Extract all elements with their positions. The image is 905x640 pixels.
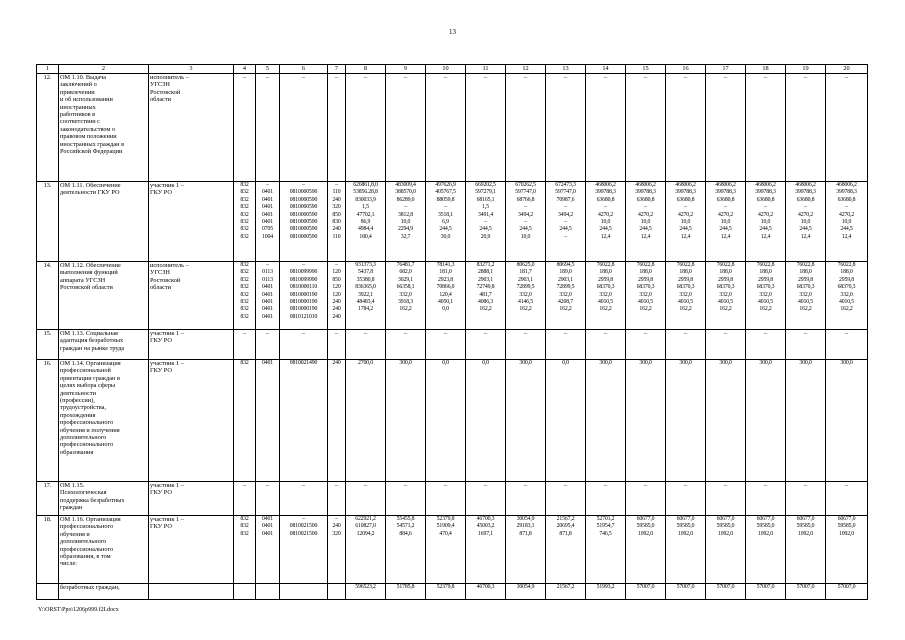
value-cell: 468006,2 399788,3 63680,8 – 4270,2 10,0 244,5 12,4 xyxy=(586,182,626,262)
value-cell: 300,0 xyxy=(586,360,626,482)
value-cell: – xyxy=(786,74,826,182)
value-cell: 0,0 xyxy=(466,360,506,482)
value-cell: – xyxy=(328,74,346,182)
header-cell: 18 xyxy=(746,65,786,74)
value-cell: – xyxy=(666,330,706,360)
header-cell: 7 xyxy=(328,65,346,74)
value-cell: 0401 0401 0401 xyxy=(256,516,280,584)
value-cell: – 0810000590 0810000590 0810000590 0810000590 0810000590 0810000590 0810000590 xyxy=(280,182,328,262)
value-cell: 240 xyxy=(328,360,346,482)
value-cell: – xyxy=(386,74,426,182)
value-cell: – xyxy=(626,330,666,360)
row-number-cell: 14. xyxy=(37,262,59,330)
header-row xyxy=(37,65,868,74)
value-cell: – xyxy=(466,330,506,360)
value-cell: – xyxy=(706,74,746,182)
row-number-cell: 18. xyxy=(37,516,59,584)
value-cell: 300,0 xyxy=(666,360,706,482)
value-cell: – xyxy=(746,74,786,182)
value-cell: – xyxy=(346,74,386,182)
value-cell: – xyxy=(586,330,626,360)
value-cell: – xyxy=(626,74,666,182)
value-cell: 60677,0 59585,0 1092,0 xyxy=(626,516,666,584)
value-cell: – xyxy=(826,330,868,360)
value-cell: – xyxy=(280,74,328,182)
value-cell: 76022,8 188,0 2959,8 68370,3 332,0 4010,5 162,2 xyxy=(706,262,746,330)
value-cell: – xyxy=(786,482,826,516)
value-cell: – 240 320 xyxy=(328,516,346,584)
value-cell: 30054,9 29183,1 871,8 xyxy=(506,516,546,584)
value-cell: – xyxy=(234,330,256,360)
header-cell: 20 xyxy=(826,65,868,74)
value-cell: – xyxy=(506,74,546,182)
value-cell: 0,0 xyxy=(546,360,586,482)
value-cell: 57007,0 xyxy=(626,584,666,600)
value-cell: 55455,8 54571,2 884,6 xyxy=(386,516,426,584)
executor-cell: участник 1 – ГКУ РО xyxy=(149,360,234,482)
value-cell: – 110 240 320 850 830 240 110 xyxy=(328,182,346,262)
row-number-cell xyxy=(37,584,59,600)
value-cell: 30054,9 xyxy=(506,584,546,600)
value-cell: – xyxy=(786,330,826,360)
value-cell: 51993,2 xyxy=(586,584,626,600)
value-cell: 300,0 xyxy=(706,360,746,482)
value-cell: 76481,7 682,0 3029,1 66358,1 332,0 3918,3 162,2 xyxy=(386,262,426,330)
value-cell: – xyxy=(256,330,280,360)
value-cell: 46700,3 45003,2 1697,1 xyxy=(466,516,506,584)
measure-name-cell: ОМ 1.11. Обеспечение деятельности ГКУ РО xyxy=(59,182,149,262)
header-cell: 13 xyxy=(546,65,586,74)
measure-name-cell: ОМ 1.13. Социальная адаптация безработных граждан на рынке труда xyxy=(59,330,149,360)
value-cell: – xyxy=(346,482,386,516)
value-cell: – xyxy=(506,482,546,516)
value-cell: 670262,5 597747,0 68766,8 – 3494,2 – 244,5 10,0 xyxy=(506,182,546,262)
value-cell: – 0810099990 0810099990 0810000110 0810000190 0810000190 0810000190 0810121010 xyxy=(280,262,328,330)
value-cell: – xyxy=(426,482,466,516)
value-cell xyxy=(280,584,328,600)
table-row xyxy=(37,262,868,330)
executor-cell: исполнитель – УГСЗН Ростовской области xyxy=(149,262,234,330)
value-cell: 57007,0 xyxy=(666,584,706,600)
header-cell: 19 xyxy=(786,65,826,74)
executor-cell: участник 1 – ГКУ РО xyxy=(149,516,234,584)
value-cell: 0401 xyxy=(256,360,280,482)
value-cell: 468006,2 399788,3 63680,8 – 4270,2 10,0 244,5 12,4 xyxy=(666,182,706,262)
header-cell: 8 xyxy=(346,65,386,74)
value-cell: 596523,2 xyxy=(346,584,386,600)
value-cell: – 0113 0113 0401 0401 0401 0401 0401 xyxy=(256,262,280,330)
value-cell: 21567,2 20695,4 871,8 xyxy=(546,516,586,584)
value-cell: 300,0 xyxy=(786,360,826,482)
header-cell: 3 xyxy=(149,65,234,74)
value-cell: 21567,2 xyxy=(546,584,586,600)
value-cell: 483009,4 388570,0 86289,0 – 3812,8 10,0 2294,9 32,7 xyxy=(386,182,426,262)
value-cell: 300,0 xyxy=(746,360,786,482)
value-cell: 622921,2 610827,0 12094,2 xyxy=(346,516,386,584)
value-cell: – xyxy=(234,74,256,182)
header-cell: 15 xyxy=(626,65,666,74)
value-cell: – xyxy=(280,330,328,360)
value-cell: 832 xyxy=(234,360,256,482)
value-cell: – 0810021500 0810021500 xyxy=(280,516,328,584)
table-row xyxy=(37,584,868,600)
value-cell: 468006,2 399788,3 63680,8 – 4270,2 10,0 244,5 12,4 xyxy=(746,182,786,262)
value-cell: – xyxy=(466,482,506,516)
value-cell: 60677,0 59585,0 1092,0 xyxy=(786,516,826,584)
value-cell xyxy=(234,584,256,600)
value-cell: – xyxy=(546,74,586,182)
value-cell: 468006,2 399788,3 63680,8 – 4270,2 10,0 244,5 12,4 xyxy=(826,182,868,262)
executor-cell: участник 1 – ГКУ РО xyxy=(149,482,234,516)
measure-name-cell: ОМ 1.10. Выдача заключений о привлечении и об использовании иностранных работников в соответствии с законодательством о правовом положении иностранных граждан в Российской Федерации xyxy=(59,74,149,182)
value-cell: – xyxy=(746,330,786,360)
value-cell: – xyxy=(426,330,466,360)
value-cell: – xyxy=(666,74,706,182)
value-cell: – xyxy=(586,482,626,516)
row-number-cell: 15. xyxy=(37,330,59,360)
value-cell: 60677,0 59585,0 1092,0 xyxy=(746,516,786,584)
value-cell: – xyxy=(346,330,386,360)
value-cell: 2700,0 xyxy=(346,360,386,482)
value-cell: 300,0 xyxy=(506,360,546,482)
executor-cell: участник 1 – ГКУ РО xyxy=(149,182,234,262)
measure-name-cell: ОМ 1.15. Психологическая поддержка безработных граждан xyxy=(59,482,149,516)
value-cell: – xyxy=(386,330,426,360)
header-cell: 11 xyxy=(466,65,506,74)
header-cell: 16 xyxy=(666,65,706,74)
value-cell: – xyxy=(466,74,506,182)
value-cell: 672473,3 597747,0 70987,6 – 3494,2 – 244,5 – xyxy=(546,182,586,262)
header-cell: 4 xyxy=(234,65,256,74)
value-cell: 468006,2 399788,3 63680,8 – 4270,2 10,0 244,5 12,4 xyxy=(786,182,826,262)
value-cell: – xyxy=(328,330,346,360)
value-cell: 83271,2 2888,1 2903,1 72749,8 481,7 4086,3 162,2 xyxy=(466,262,506,330)
value-cell: 57007,0 xyxy=(746,584,786,600)
value-cell: – xyxy=(626,482,666,516)
header-cell: 2 xyxy=(59,65,149,74)
value-cell: 468006,2 399788,3 63680,8 – 4270,2 10,0 244,5 12,4 xyxy=(626,182,666,262)
value-cell xyxy=(328,584,346,600)
value-cell: 832 832 832 832 832 832 832 832 xyxy=(234,182,256,262)
value-cell: 669202,5 597279,1 68165,1 1,5 3491,4 – 244,5 20,9 xyxy=(466,182,506,262)
value-cell: 832 832 832 xyxy=(234,516,256,584)
value-cell: 76022,8 188,0 2959,8 68370,3 332,0 4010,5 162,2 xyxy=(746,262,786,330)
value-cell: 300,0 xyxy=(626,360,666,482)
row-number-cell: 17. xyxy=(37,482,59,516)
value-cell: 60677,0 59585,0 1092,0 xyxy=(666,516,706,584)
value-cell: 51785,8 xyxy=(386,584,426,600)
measure-name-cell: безработных граждан, xyxy=(59,584,149,600)
file-path-footer: Y:\ORST\Ppo\1206p999.f2I.docx xyxy=(38,607,119,613)
value-cell: 46700,3 xyxy=(466,584,506,600)
value-cell: 80694,5 189,0 2903,1 72899,5 332,0 4208,7 162,2 xyxy=(546,262,586,330)
header-cell: 1 xyxy=(37,65,59,74)
value-cell: – xyxy=(256,482,280,516)
value-cell: – xyxy=(280,482,328,516)
row-number-cell: 16. xyxy=(37,360,59,482)
measure-name-cell: ОМ 1.12. Обеспечение выполнения функций аппарата УГСЗН Ростовской области xyxy=(59,262,149,330)
value-cell: 468006,2 399788,3 63680,8 – 4270,2 10,0 244,5 12,4 xyxy=(706,182,746,262)
value-cell: 76022,8 188,0 2959,8 68370,3 332,0 4010,5 162,2 xyxy=(826,262,868,330)
value-cell: – xyxy=(328,482,346,516)
measure-name-cell: ОМ 1.16. Организация профессионального обучения и дополнительного профессионального образования, в том числе: xyxy=(59,516,149,584)
header-cell: 5 xyxy=(256,65,280,74)
executor-cell xyxy=(149,584,234,600)
value-cell: 300,0 xyxy=(826,360,868,482)
value-cell: 57007,0 xyxy=(826,584,868,600)
value-cell: – xyxy=(706,330,746,360)
value-cell: – xyxy=(826,482,868,516)
page-number: 13 xyxy=(449,28,456,36)
value-cell: 60677,0 59585,0 1092,0 xyxy=(706,516,746,584)
value-cell: 931373,3 5437,8 35380,8 836365,0 3922,1 48483,4 1784,2 xyxy=(346,262,386,330)
header-cell: 10 xyxy=(426,65,466,74)
value-cell: – xyxy=(506,330,546,360)
value-cell: – xyxy=(546,482,586,516)
value-cell: 80625,0 181,7 2903,1 72899,5 332,0 4146,5 162,2 xyxy=(506,262,546,330)
value-cell: 76022,8 188,0 2959,8 68370,3 332,0 4010,5 162,2 xyxy=(666,262,706,330)
executor-cell: участник 1 – ГКУ РО xyxy=(149,330,234,360)
table-row xyxy=(37,360,868,482)
value-cell: 76022,8 188,0 2959,8 68370,3 332,0 4010,5 162,2 xyxy=(626,262,666,330)
header-cell: 6 xyxy=(280,65,328,74)
header-cell: 9 xyxy=(386,65,426,74)
value-cell: – xyxy=(234,482,256,516)
value-cell: 300,0 xyxy=(386,360,426,482)
table-row xyxy=(37,182,868,262)
header-cell: 12 xyxy=(506,65,546,74)
value-cell: 76022,8 188,0 2959,8 68370,3 332,0 4010,5 162,2 xyxy=(586,262,626,330)
value-cell: – xyxy=(256,74,280,182)
measure-name-cell: ОМ 1.14. Организация профессиональной ориентации граждан в целях выбора сферы деятельности (профессии), трудоустройства, прохождения профессионального обучения и получения дополнительного профессионального образования xyxy=(59,360,149,482)
program-budget-table xyxy=(36,64,868,600)
value-cell: 0810021490 xyxy=(280,360,328,482)
executor-cell: исполнитель – УГСЗН Ростовской области xyxy=(149,74,234,182)
table-row xyxy=(37,516,868,584)
value-cell xyxy=(256,584,280,600)
table-row xyxy=(37,74,868,182)
value-cell: 78141,3 181,0 2923,8 70866,0 120,4 4050,1 0,0 xyxy=(426,262,466,330)
value-cell: – 0401 0401 0401 0401 0401 0705 1004 xyxy=(256,182,280,262)
header-cell: 14 xyxy=(586,65,626,74)
value-cell: – 120 850 120 120 240 240 240 xyxy=(328,262,346,330)
table-row xyxy=(37,330,868,360)
value-cell: – xyxy=(826,74,868,182)
value-cell: 832 832 832 832 832 832 832 832 xyxy=(234,262,256,330)
row-number-cell: 12. xyxy=(37,74,59,182)
value-cell: – xyxy=(426,74,466,182)
header-cell: 17 xyxy=(706,65,746,74)
value-cell: 52379,8 51909,4 470,4 xyxy=(426,516,466,584)
value-cell: – xyxy=(386,482,426,516)
value-cell: 52701,2 51954,7 746,5 xyxy=(586,516,626,584)
value-cell: 60677,0 59585,0 1092,0 xyxy=(826,516,868,584)
value-cell: 57007,0 xyxy=(706,584,746,600)
value-cell: – xyxy=(546,330,586,360)
value-cell: 57007,0 xyxy=(786,584,826,600)
row-number-cell: 13. xyxy=(37,182,59,262)
value-cell: – xyxy=(746,482,786,516)
value-cell: – xyxy=(666,482,706,516)
value-cell: 52379,8 xyxy=(426,584,466,600)
table-row xyxy=(37,482,868,516)
value-cell: – xyxy=(586,74,626,182)
value-cell: – xyxy=(706,482,746,516)
value-cell: 626861,8,0 53856.28,8 830033,9 1,5 47702,1 86,9 4984,4 180,4 xyxy=(346,182,386,262)
value-cell: 76022,8 188,0 2959,8 68370,3 332,0 4010,5 162,2 xyxy=(786,262,826,330)
value-cell: 0,0 xyxy=(426,360,466,482)
value-cell: 497626,9 405767,5 88059,8 – 3518,1 6,9 244,5 30,0 xyxy=(426,182,466,262)
